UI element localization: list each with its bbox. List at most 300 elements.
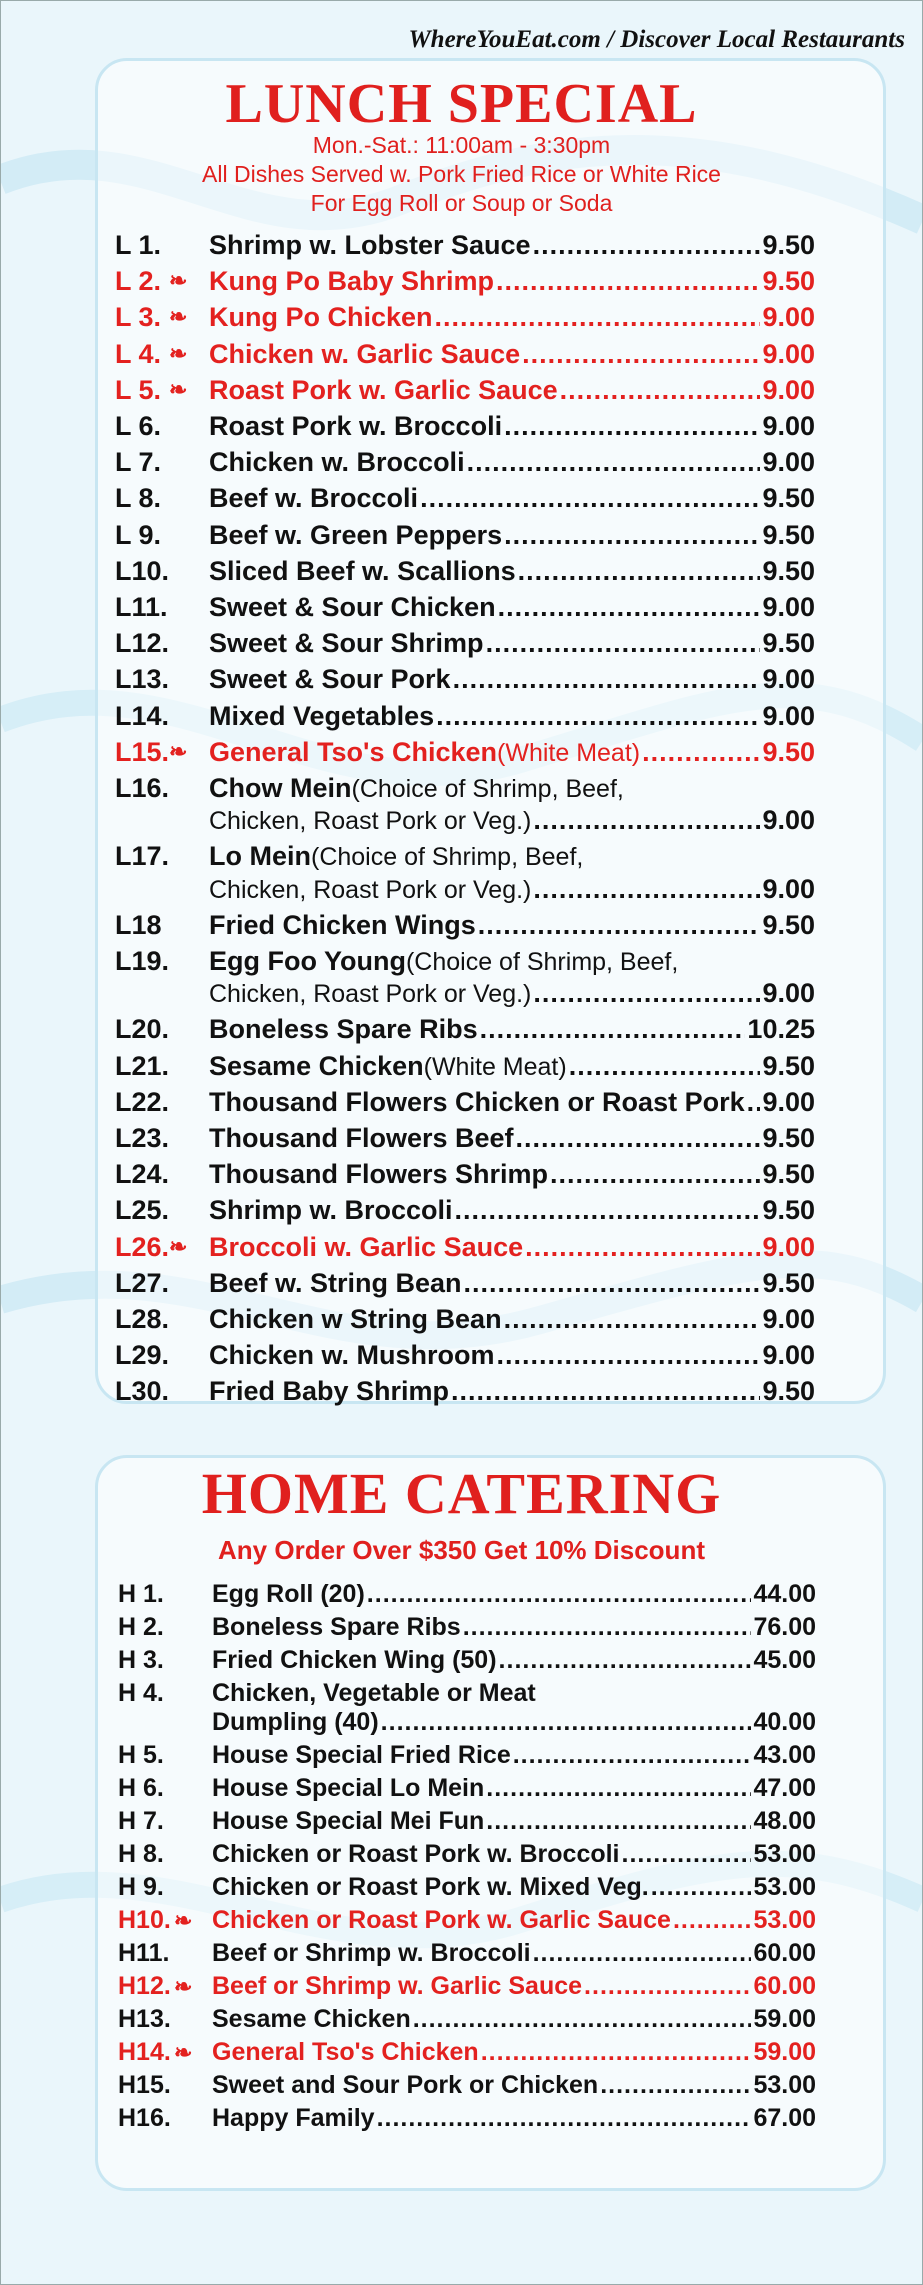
dot-leader <box>504 520 760 551</box>
item-name: Sweet & Sour Chicken <box>209 592 496 622</box>
pepper-icon: ❧ <box>169 738 188 764</box>
pepper-icon: ❧ <box>169 268 188 294</box>
dot-leader <box>367 1580 752 1609</box>
menu-item <box>115 1014 815 1050</box>
item-name: Broccoli w. Garlic Sauce <box>209 1231 524 1262</box>
item-price: 9.00 <box>762 592 815 622</box>
item-detail: Chicken, Roast Pork or Veg.) <box>209 875 532 904</box>
item-line <box>212 1939 816 1968</box>
item-name: Egg Roll (20) <box>212 1580 365 1608</box>
item-line <box>212 1774 816 1803</box>
menu-item <box>118 1613 816 1646</box>
dot-leader <box>513 1741 752 1770</box>
item-name: Kung Po Baby Shrimp <box>209 266 495 297</box>
item-price: 59.00 <box>753 2038 816 2066</box>
dot-leader <box>478 910 761 941</box>
item-code: H 8. <box>118 1840 164 1868</box>
item-code: L18 <box>115 909 162 940</box>
dot-leader <box>463 1613 752 1642</box>
item-code: L21. <box>115 1050 170 1081</box>
item-price: 40.00 <box>753 1708 816 1736</box>
menu-item <box>115 1340 815 1376</box>
item-code: L20. <box>115 1014 170 1045</box>
item-price: 60.00 <box>753 1939 816 1967</box>
menu-item <box>115 1123 815 1159</box>
item-name: Chicken or Roast Pork w. Broccoli <box>212 1840 620 1868</box>
dot-leader <box>467 447 761 478</box>
item-line <box>212 1679 816 1708</box>
item-name: Sweet & Sour Shrimp <box>209 628 484 659</box>
item-name: Fried Baby Shrimp <box>209 1376 450 1407</box>
dot-leader <box>486 1774 751 1803</box>
item-code: L 8. <box>115 483 162 514</box>
item-price: 9.00 <box>762 805 815 836</box>
menu-item <box>118 2071 816 2104</box>
item-code: L19. <box>115 946 170 976</box>
menu-item <box>118 1840 816 1873</box>
menu-item <box>118 1646 816 1679</box>
item-code: L11. <box>115 592 168 622</box>
item-name: Thousand Flowers Shrimp <box>209 1159 549 1190</box>
item-name: Beef w. Green Peppers <box>209 519 503 550</box>
item-code: H16. <box>118 2104 171 2132</box>
item-line-2 <box>209 978 815 1009</box>
item-price: 9.50 <box>762 230 815 260</box>
item-code: L 2. <box>115 266 162 297</box>
item-line <box>209 375 815 406</box>
item-option: (Choice of Shrimp, Beef, <box>311 843 584 872</box>
menu-item <box>115 664 815 700</box>
item-price: 9.00 <box>762 873 815 904</box>
pepper-icon: ❧ <box>174 1974 193 1999</box>
item-name: Sesame Chicken <box>212 2005 411 2033</box>
item-line <box>212 1840 816 1869</box>
item-line <box>209 592 815 623</box>
item-code: H 6. <box>118 1774 164 1802</box>
item-line <box>209 483 815 514</box>
item-name: Chicken or Roast Pork w. Mixed Veg. <box>212 1873 649 1901</box>
dot-leader <box>413 2005 752 2034</box>
item-code: L29. <box>115 1340 170 1371</box>
item-code: H 7. <box>118 1807 164 1835</box>
item-price: 9.50 <box>762 736 815 767</box>
item-line <box>209 556 815 587</box>
item-code: H 1. <box>118 1580 164 1608</box>
dot-leader <box>622 1840 752 1869</box>
item-name: Chicken w String Bean <box>209 1304 502 1334</box>
item-line <box>212 1646 816 1675</box>
item-line <box>209 628 815 659</box>
item-name: Sesame Chicken <box>209 1050 424 1081</box>
item-name: House Special Fried Rice <box>212 1741 511 1769</box>
item-price: 9.00 <box>762 374 815 405</box>
dot-leader <box>451 1376 760 1407</box>
menu-item <box>118 1873 816 1906</box>
item-name: Happy Family <box>212 2104 375 2132</box>
item-price: 9.50 <box>762 1159 815 1190</box>
menu-item <box>115 520 815 556</box>
menu-item <box>115 841 815 909</box>
item-price: 53.00 <box>753 1906 816 1934</box>
item-name: Beef or Shrimp w. Broccoli <box>212 1939 531 1967</box>
dot-leader <box>651 1873 752 1902</box>
item-line <box>209 664 815 695</box>
item-price: 47.00 <box>753 1774 816 1802</box>
item-name: Egg Foo Young <box>209 946 406 976</box>
menu-item <box>115 339 815 375</box>
dot-leader <box>453 664 761 695</box>
item-line <box>209 447 815 478</box>
menu-item <box>115 910 815 946</box>
dot-leader <box>747 1087 761 1118</box>
item-name: Beef w. Broccoli <box>209 483 419 514</box>
item-price: 9.50 <box>762 1376 815 1407</box>
item-name: Chicken, Vegetable or Meat <box>212 1679 536 1707</box>
item-name: General Tso's Chicken <box>209 736 498 767</box>
item-price: 9.50 <box>762 909 815 940</box>
dot-leader <box>642 737 760 768</box>
item-code: L 3. <box>115 302 162 333</box>
item-price: 53.00 <box>753 2071 816 2099</box>
item-name: Roast Pork w. Broccoli <box>209 411 503 441</box>
item-line <box>209 1014 815 1045</box>
item-price: 9.50 <box>762 1195 815 1226</box>
menu-item <box>115 1268 815 1304</box>
menu-item <box>115 592 815 628</box>
item-price: 67.00 <box>753 2104 816 2132</box>
item-name: Chicken w. Mushroom <box>209 1340 495 1371</box>
menu-item <box>115 556 815 592</box>
item-price: 76.00 <box>753 1613 816 1641</box>
item-price: 9.50 <box>762 483 815 514</box>
item-line <box>209 1195 815 1226</box>
item-line <box>209 266 815 297</box>
item-name: Roast Pork w. Garlic Sauce <box>209 374 558 405</box>
menu-item <box>118 1906 816 1939</box>
dot-leader <box>673 1906 751 1935</box>
dot-leader <box>377 2104 752 2133</box>
item-name: Chicken or Roast Pork w. Garlic Sauce <box>212 1906 671 1934</box>
dot-leader <box>518 556 761 587</box>
item-code: H 4. <box>118 1679 164 1707</box>
item-line <box>212 2038 816 2067</box>
dot-leader <box>496 266 760 297</box>
item-code: L13. <box>115 664 170 695</box>
dot-leader <box>516 1123 761 1154</box>
item-name: Thousand Flowers Chicken or Roast Pork <box>209 1086 745 1117</box>
item-price: 9.50 <box>762 519 815 550</box>
menu-item <box>118 1580 816 1613</box>
item-code: L12. <box>115 628 170 659</box>
item-line <box>212 1807 816 1836</box>
dot-leader <box>435 302 761 333</box>
dot-leader <box>533 805 760 836</box>
menu-item <box>118 1741 816 1774</box>
item-line <box>209 1340 815 1371</box>
item-name: Beef w. String Bean <box>209 1267 462 1298</box>
item-line <box>212 1580 816 1609</box>
menu-item <box>118 1774 816 1807</box>
dot-leader <box>584 1972 751 2001</box>
item-line <box>209 737 815 768</box>
dot-leader <box>497 1340 761 1371</box>
dot-leader <box>504 411 760 442</box>
item-price: 60.00 <box>753 1972 816 2000</box>
pepper-icon: ❧ <box>169 1233 188 1259</box>
dot-leader <box>550 1159 760 1190</box>
dot-leader <box>486 1807 751 1836</box>
item-price: 9.00 <box>762 338 815 369</box>
dot-leader <box>498 592 761 623</box>
menu-item <box>115 447 815 483</box>
item-price: 48.00 <box>753 1807 816 1835</box>
item-price: 9.00 <box>762 1231 815 1262</box>
dot-leader <box>486 628 761 659</box>
item-code: L15. <box>115 736 170 767</box>
item-code: L 1. <box>115 230 162 260</box>
item-line <box>212 1613 816 1642</box>
menu-item <box>118 1679 816 1741</box>
menu-item <box>118 2038 816 2071</box>
item-line <box>212 1906 816 1935</box>
item-name: Boneless Spare Ribs <box>209 1014 478 1045</box>
item-name: Kung Po Chicken <box>209 302 433 333</box>
item-line <box>212 1972 816 2001</box>
item-line <box>209 773 815 804</box>
item-price: 9.00 <box>762 447 815 478</box>
item-code: L 6. <box>115 411 162 441</box>
item-price: 9.00 <box>762 302 815 333</box>
dot-leader <box>522 339 760 370</box>
item-line <box>209 1159 815 1190</box>
item-name: Fried Chicken Wings <box>209 909 476 940</box>
item-code: L24. <box>115 1159 170 1190</box>
item-detail: Dumpling (40) <box>212 1708 379 1736</box>
item-option: (White Meat) <box>497 738 641 767</box>
menu-item <box>115 1195 815 1231</box>
dot-leader <box>600 2071 751 2100</box>
item-name: Lo Mein <box>209 841 311 872</box>
dot-leader <box>525 1232 760 1263</box>
item-price: 9.00 <box>762 1086 815 1117</box>
item-code: H 5. <box>118 1741 164 1769</box>
item-name: Beef or Shrimp w. Garlic Sauce <box>212 1972 583 2000</box>
item-line <box>209 1376 815 1407</box>
dot-leader <box>481 2038 752 2067</box>
item-code: L30. <box>115 1376 170 1407</box>
item-code: H15. <box>118 2071 171 2099</box>
item-name: Mixed Vegetables <box>209 700 435 731</box>
pepper-icon: ❧ <box>169 340 188 366</box>
menu-item <box>115 628 815 664</box>
item-line-2 <box>209 874 815 905</box>
menu-item <box>115 737 815 773</box>
item-code: L28. <box>115 1304 170 1334</box>
item-line <box>209 1304 815 1335</box>
item-price: 9.00 <box>762 664 815 695</box>
item-line <box>209 1268 815 1299</box>
menu-item <box>115 946 815 1014</box>
dot-leader <box>533 230 761 261</box>
item-line <box>212 2104 816 2133</box>
lunch-hours: Mon.-Sat.: 11:00am - 3:30pm <box>312 132 611 158</box>
item-price: 9.50 <box>762 1123 815 1153</box>
item-line <box>209 1232 815 1263</box>
dot-leader <box>381 1708 752 1737</box>
item-name: Chicken w. Garlic Sauce <box>209 338 521 369</box>
item-name: Sliced Beef w. Scallions <box>209 555 516 586</box>
item-name: General Tso's Chicken <box>212 2038 479 2066</box>
dot-leader <box>420 483 760 514</box>
item-price: 53.00 <box>753 1840 816 1868</box>
item-price: 10.25 <box>747 1014 815 1045</box>
item-price: 9.00 <box>762 700 815 731</box>
item-price: 44.00 <box>753 1580 816 1608</box>
menu-item <box>115 1376 815 1412</box>
item-name: House Special Lo Mein <box>212 1774 485 1802</box>
lunch-choice: For Egg Roll or Soup or Soda <box>310 190 613 216</box>
item-price: 9.00 <box>762 1304 815 1334</box>
menu-item <box>115 411 815 447</box>
item-code: L14. <box>115 700 170 731</box>
menu-item <box>115 701 815 737</box>
menu-item <box>115 375 815 411</box>
item-code: H14. <box>118 2038 171 2066</box>
item-price: 9.50 <box>762 266 815 297</box>
item-name: Boneless Spare Ribs <box>212 1613 461 1641</box>
item-line <box>209 230 815 261</box>
item-code: H 2. <box>118 1613 164 1641</box>
item-detail: Chicken, Roast Pork or Veg.) <box>209 807 532 836</box>
item-price: 9.50 <box>762 555 815 586</box>
watermark: WhereYouEat.com / Discover Local Restaurants <box>408 26 905 53</box>
item-name: Sweet & Sour Pork <box>209 664 451 695</box>
menu-item <box>115 230 815 266</box>
item-line <box>209 339 815 370</box>
pepper-icon: ❧ <box>169 304 188 330</box>
dot-leader <box>533 978 760 1009</box>
menu-item <box>115 483 815 519</box>
catering-title: HOME CATERING <box>201 1461 722 1526</box>
item-line <box>209 946 815 977</box>
item-price: 9.50 <box>762 628 815 659</box>
item-name: Shrimp w. Broccoli <box>209 1195 453 1226</box>
pepper-icon: ❧ <box>174 2040 193 2065</box>
dot-leader <box>464 1268 761 1299</box>
item-code: L27. <box>115 1267 170 1298</box>
dot-leader <box>533 1939 752 1968</box>
item-option: (Choice of Shrimp, Beef, <box>405 948 679 976</box>
menu-item <box>115 1159 815 1195</box>
menu-item <box>115 1304 815 1340</box>
item-price: 45.00 <box>753 1646 816 1674</box>
dot-leader <box>560 375 761 406</box>
menu-item <box>115 1051 815 1087</box>
item-code: L 9. <box>115 519 162 550</box>
pepper-icon: ❧ <box>174 1908 193 1933</box>
item-code: H 3. <box>118 1646 164 1674</box>
item-code: H12. <box>118 1972 171 2000</box>
item-code: L22. <box>115 1086 170 1117</box>
pepper-icon: ❧ <box>169 376 188 402</box>
item-name: Fried Chicken Wing (50) <box>212 1646 497 1674</box>
lunch-title: LUNCH SPECIAL <box>225 73 698 135</box>
item-line <box>209 701 815 732</box>
item-price: 9.00 <box>762 1340 815 1371</box>
item-line <box>212 1741 816 1770</box>
menu-item <box>115 773 815 841</box>
item-price: 9.00 <box>762 978 815 1009</box>
item-line <box>209 411 815 442</box>
item-line <box>209 1123 815 1154</box>
item-code: H10. <box>118 1906 171 1934</box>
item-name: House Special Mei Fun <box>212 1807 485 1835</box>
item-code: H 9. <box>118 1873 164 1901</box>
dot-leader <box>533 874 760 905</box>
item-line <box>209 1087 815 1118</box>
item-price: 43.00 <box>753 1741 816 1769</box>
item-price: 53.00 <box>753 1873 816 1901</box>
item-code: H11. <box>118 1939 170 1967</box>
item-code: L 4. <box>115 338 162 369</box>
dot-leader <box>455 1195 761 1226</box>
menu-item <box>115 302 815 338</box>
item-code: L17. <box>115 841 170 872</box>
dot-leader <box>504 1304 761 1335</box>
item-code: L10. <box>115 555 170 586</box>
menu-item <box>118 2005 816 2038</box>
dot-leader <box>480 1014 746 1045</box>
dot-leader <box>436 701 760 732</box>
menu-item <box>115 1232 815 1268</box>
menu-item <box>115 1087 815 1123</box>
menu-item <box>118 1807 816 1840</box>
menu-item <box>115 266 815 302</box>
menu-item <box>118 1939 816 1972</box>
item-line <box>209 841 815 872</box>
item-line-2 <box>209 805 815 836</box>
item-code: L 5. <box>115 374 162 405</box>
dot-leader <box>499 1646 752 1675</box>
item-line-2 <box>212 1708 816 1737</box>
item-code: L23. <box>115 1123 170 1153</box>
item-line <box>212 2005 816 2034</box>
item-name: Chow Mein <box>209 773 352 803</box>
item-price: 9.50 <box>762 1267 815 1298</box>
item-name: Sweet and Sour Pork or Chicken <box>212 2071 599 2099</box>
item-price: 59.00 <box>753 2005 816 2033</box>
catering-discount: Any Order Over $350 Get 10% Discount <box>218 1535 705 1565</box>
item-line <box>212 2071 816 2100</box>
item-price: 9.50 <box>762 1050 815 1081</box>
item-line <box>209 520 815 551</box>
item-line <box>212 1873 816 1902</box>
item-code: H13. <box>118 2005 171 2033</box>
item-line <box>209 910 815 941</box>
item-name: Thousand Flowers Beef <box>209 1123 514 1153</box>
dot-leader <box>569 1051 761 1082</box>
item-code: L 7. <box>115 447 162 478</box>
item-option: (Choice of Shrimp, Beef, <box>351 775 624 803</box>
item-code: L26. <box>115 1231 170 1262</box>
item-price: 9.00 <box>762 411 815 441</box>
item-option: (White Meat) <box>423 1052 567 1081</box>
item-line <box>209 302 815 333</box>
item-detail: Chicken, Roast Pork or Veg.) <box>209 980 532 1009</box>
item-code: L16. <box>115 773 170 803</box>
item-name: Chicken w. Broccoli <box>209 447 465 478</box>
item-line <box>209 1051 815 1082</box>
